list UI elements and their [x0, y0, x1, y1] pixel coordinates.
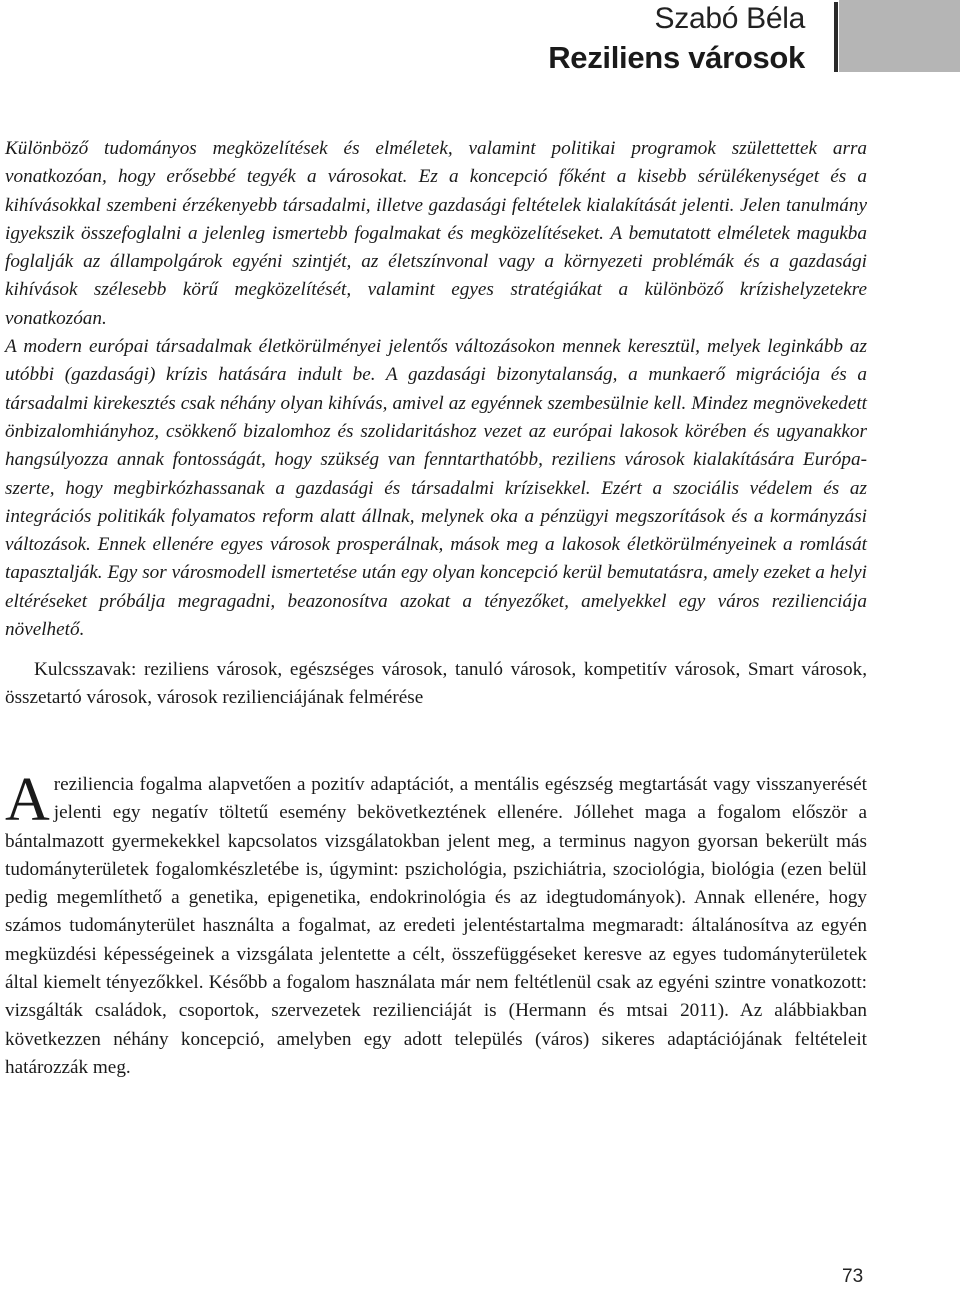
keywords-text: Kulcsszavak: reziliens városok, egészséges városok, tanuló városok, kompetitív városok, Smart városok, összetartó városok, városok rezilienciájának felmérése [5, 659, 867, 709]
drop-cap: A [5, 766, 50, 834]
body-paragraph [5, 766, 867, 1082]
abstract [5, 135, 867, 644]
body-section [5, 766, 867, 1082]
page-number: 73 [842, 1266, 864, 1287]
keywords [5, 656, 867, 713]
header-vertical-rule [834, 2, 838, 72]
header-gray-block [839, 0, 960, 72]
abstract-paragraph-1: Különböző tudományos megközelítések és elméletek, valamint politikai programok születtettek arra vonatkozóan, hogy erősebbé tegyék a városokat. Ez a koncepció főként a kisebb sérülékenységet és a kihívásokkal szembeni érzékenyebb társadalmi, illetve gazdasági feltételek kialakítását jelenti. Jelen tanulmány igyekszik összefoglalni a jelenleg ismertebb fogalmakat és megközelítéseket. A bemutatott elméletek magukba foglalják az állampolgárok egyéni szintjét, az életszínvonal vagy a környezeti problémák és a gazdasági kihívások szélesebb körű megközelítését, valamint egyes stratégiákat a különböző krízishelyzetekre vonatkozóan. [5, 138, 867, 329]
article-title: Reziliens városok [548, 40, 805, 75]
author-name: Szabó Béla [654, 2, 805, 35]
page-header [0, 0, 960, 80]
abstract-paragraph-2: A modern európai társadalmak életkörülményei jelentős változásokon mennek keresztül, melyek leginkább az utóbbi (gazdasági) krízis hatására indult be. A gazdasági bizonytalanság, a munkaerő migrációja és a társadalmi kirekesztés csak néhány olyan kihívás, amivel az egyénnek szembesülnie kell. Mindez megnövekedett önbizalomhiányhoz, csökkenő bizalomhoz és szolidaritáshoz vezet az európai lakosok körében és ugyanakkor hangsúlyozza annak fontosságát, hogy szükség van fenntarthatóbb, reziliens városok kialakítására Európa-szerte, hogy megbirkózhassanak a gazdasági és társadalmi krízisekkel. Ezért a szociális védelem és az integrációs politikák folyamatos reform alatt állnak, melynek oka a pénzügyi megszorítások és a kormányzási változások. Ennek ellenére egyes városok prosperálnak, mások meg a lakosok életkörülményeinek a romlását tapasztalják. Egy sor városmodell ismertetése után egy olyan koncepció kerül bemutatásra, amely ezeket a helyi eltéréseket próbálja megragadni, beazonosítva azokat a tényezőket, amelyekkel egy város rezilienciája növelhető. [5, 336, 867, 641]
body-paragraph-text: reziliencia fogalma alapvetően a pozitív adaptációt, a mentális egészség megtartását vagy visszanyerését jelenti egy negatív töltetű esemény bekövetkeztének ellenére. Jóllehet maga a fogalom először a bántalmazott gyermekekkel kapcsolatos vizsgálatokban jelent meg, a terminus nagyon gyorsan bekerült más tudományterületek fogalomkészletébe is, úgymint: pszichológia, pszichiátria, szociológia, biológia (ezen belül pedig megemlíthető a genetika, epigenetika, endokrinológia és az idegtudományok). Annak ellenére, hogy számos tudományterület használta a fogalmat, az eredeti jelentéstartalma megmaradt: általánosítva az egyén megküzdési képességeinek a vizsgálata jelentette a célt, összefüggéseket keresve az egyes tudományterületek által kiemelt tényezőkkel. Később a fogalom használata már nem feltétlenül csak az egyéni szintre vonatkozott: vizsgálták családok, csoportok, szervezetek rezilienciáját is (Hermann és mtsai 2011). Az alábbiakban következzen néhány koncepció, amelyben egy adott település (város) sikeres adaptációjának feltételeit határozzák meg. [5, 774, 867, 1078]
